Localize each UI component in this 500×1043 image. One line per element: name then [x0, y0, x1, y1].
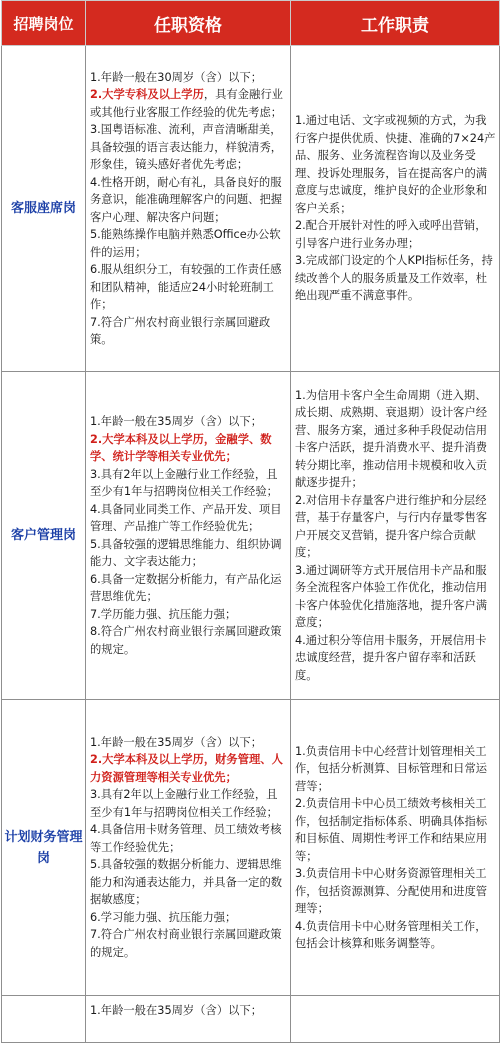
duty-item: 2.配合开展针对性的呼入或呼出营销，引导客户进行业务办理； [295, 219, 487, 250]
qualification-tail: ，具有金融行业或其他行业客服工作经验的优先考虑； [90, 88, 283, 119]
qualification-item: 3.具有2年以上金融行业工作经验，且至少有1年与招聘岗位相关工作经验； [90, 788, 278, 819]
qualification-item: 4.具备信用卡财务管理、员工绩效考核等工作经验优先； [90, 823, 282, 854]
qualification-item: 4.性格开朗，耐心有礼，具备良好的服务意识，能准确理解客户的问题、把握客户心理、解决客户问题； [90, 175, 283, 224]
qualification-item: 5.能熟练操作电脑并熟悉Office办公软件的运用； [90, 228, 281, 259]
qualification-item: 5.具备较强的逻辑思维能力、组织协调能力、文字表达能力； [90, 537, 282, 568]
duty-item: 2.对信用卡存量客户进行维护和分层经营，基于存量客户，与行内存量零售客户开展交叉营销，提升客户综合贡献度； [295, 493, 488, 560]
qualification-highlight: 2.大学本科及以上学历，金融学、数学、统计学等相关专业优先； [90, 432, 272, 463]
duty-item: 3.负责信用卡中心财务资源管理相关工作，包括资源测算、分配使用和进度管理等； [295, 867, 488, 915]
qualification-item: 8.符合广州农村商业银行亲属回避政策的规定。 [90, 625, 282, 656]
qualification-item [90, 86, 287, 121]
header-position: 招聘岗位 [2, 1, 86, 46]
qualification-item: 7.学历能力强、抗压能力强； [90, 607, 237, 621]
duty-item: 2.负责信用卡中心员工绩效考核相关工作，包括制定指标体系、明确具体指标和目标值、周期性考评工作和结果应用等； [295, 797, 488, 863]
qualifications-cell [86, 372, 291, 700]
duties-cell [291, 700, 500, 996]
qualification-item: 1.年龄一般在35周岁（含）以下； [90, 735, 263, 749]
table-header-row [2, 1, 500, 46]
header-duties: 工作职责 [291, 1, 500, 46]
duty-item: 4.通过积分等信用卡服务，开展信用卡忠诚度经营，提升客户留存率和活跃度。 [295, 633, 487, 682]
position-cell: 计划财务管理岗 [2, 700, 86, 996]
qualification-item: 6.服从组织分工，有较强的工作责任感和团队精神，能适应24小时轮班制工作； [90, 263, 282, 311]
qualification-item: 7.符合广州农村商业银行亲属回避政策的规定。 [90, 928, 282, 959]
position-cell: 客户管理岗 [2, 372, 86, 700]
qualifications-cell [86, 996, 291, 1043]
qualification-item: 7.符合广州农村商业银行亲属回避政策。 [90, 315, 271, 346]
qualification-highlight: 2.大学专科及以上学历 [90, 88, 204, 101]
duty-item: 4.负责信用卡中心财务管理相关工作，包括会计核算和账务调整等。 [295, 919, 487, 950]
recruitment-table [1, 0, 500, 1043]
duty-item: 1.负责信用卡中心经营计划管理相关工作，包括分析测算、目标管理和日常运营等； [295, 744, 488, 793]
qualifications-cell [86, 700, 291, 996]
table-row [2, 372, 500, 700]
qualification-item: 1.年龄一般在30周岁（含）以下； [90, 70, 263, 84]
qualification-item: 3.国粤语标准、流利，声音清晰甜美，具备较强的语言表达能力，样貌清秀，形象佳，镜头感好者优先考虑； [90, 123, 283, 171]
qualification-item: 1.年龄一般在35周岁（含）以下； [90, 415, 263, 428]
duties-cell [291, 372, 500, 700]
position-cell [2, 996, 86, 1043]
duty-item: 3.通过调研等方式开展信用卡产品和服务全流程客户体验工作优化，推动信用卡客户体验优化措施落地，提升客户满意度； [295, 563, 488, 630]
table-row [2, 46, 500, 372]
table-row [2, 700, 500, 996]
duty-item: 1.通过电话、文字或视频的方式，为我行客户提供优质、快捷、准确的7×24产品、服务、业务流程咨询以及业务受理、投诉处理服务，旨在提高客户的满意度与忠诚度，维护良好的企业形象和客户关系； [295, 114, 496, 215]
table-row-partial [2, 996, 500, 1043]
qualification-highlight: 2.大学本科及以上学历，财务管理、人力资源管理等相关专业优先； [90, 753, 283, 784]
qualification-item: 3.具有2年以上金融行业工作经验，且至少有1年与招聘岗位相关工作经验； [90, 467, 278, 498]
position-cell: 客服座席岗 [2, 46, 86, 372]
qualification-item: 4.具备同业同类工作、产品开发、项目管理、产品推广等工作经验优先； [90, 502, 282, 533]
qualification-item: 6.学习能力强、抗压能力强； [90, 910, 237, 924]
header-qualifications: 任职资格 [86, 1, 291, 46]
qualification-item: 5.具备较强的数据分析能力、逻辑思维能力和沟通表达能力，并具备一定的数据敏感度； [90, 858, 283, 907]
duties-cell [291, 46, 500, 372]
qualifications-cell [86, 46, 291, 372]
qualification-item: 6.具备一定数据分析能力，有产品化运营思维优先； [90, 572, 282, 603]
duty-item: 3.完成部门设定的个人KPI指标任务，持续改善个人的服务质量及工作效率，杜绝出现严重不满意事件。 [295, 254, 493, 303]
duties-cell [291, 996, 500, 1043]
qualification-item: 1.年龄一般在35周岁（含）以下； [90, 1004, 263, 1017]
duty-item: 1.为信用卡客户全生命周期（进入期、成长期、成熟期、衰退期）设计客户经营、服务方案，通过多种手段促动信用卡客户活跃，提升消费水平、提升消费转分期比率，推动信用卡规模和收入贡献逐步提升； [295, 388, 488, 490]
